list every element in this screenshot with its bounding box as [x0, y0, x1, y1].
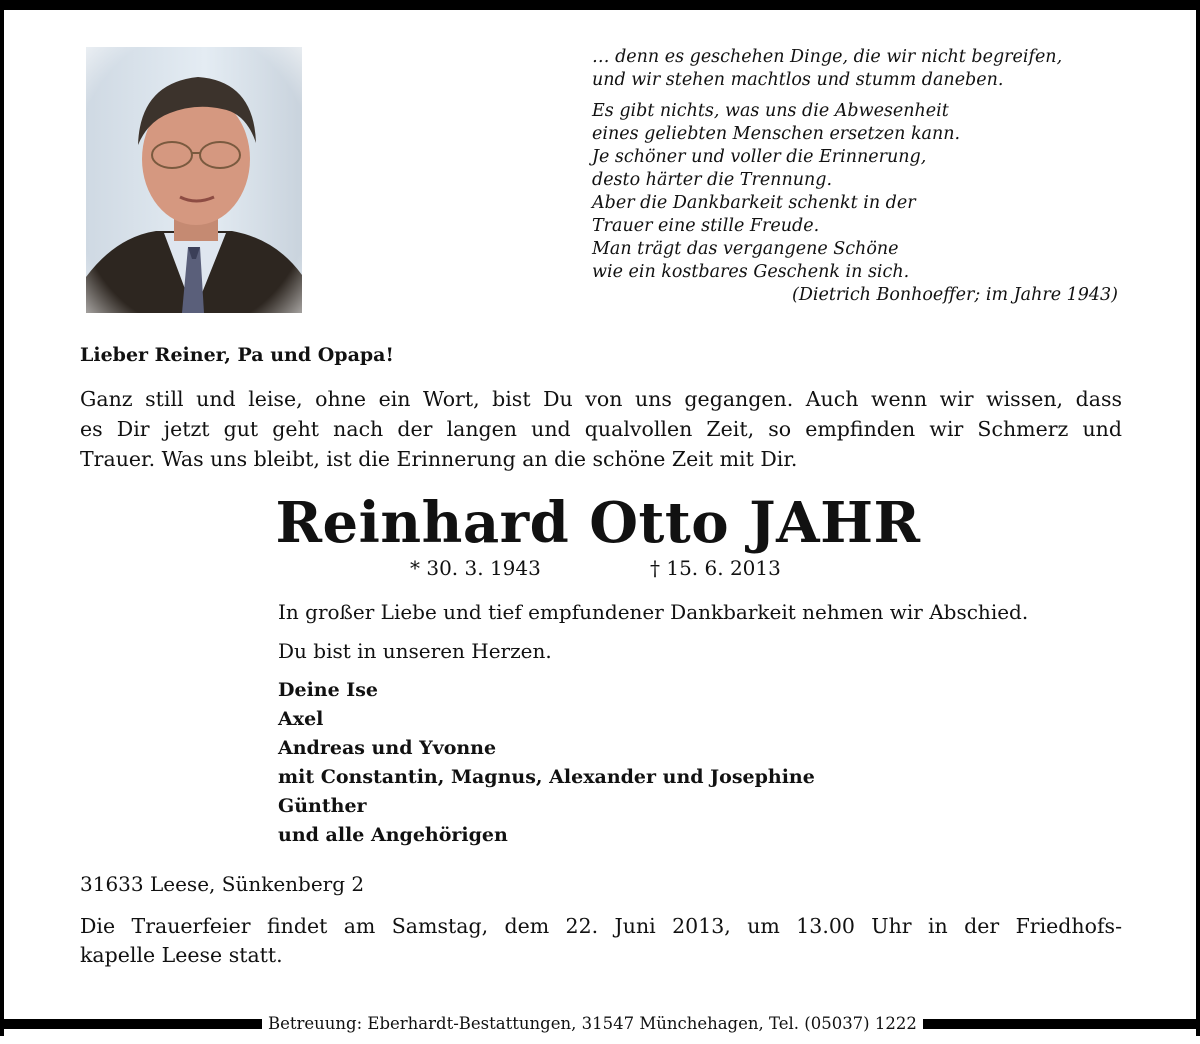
deceased-name-text: Reinhard Otto JAHR [275, 490, 921, 556]
address: 31633 Leese, Sünkenberg 2 [80, 872, 365, 896]
family-list [278, 676, 815, 850]
quote-stanza-1 [592, 46, 1122, 92]
quote-line: Je schöner und voller die Erinnerung, [592, 147, 927, 167]
intro-paragraph [80, 384, 1122, 474]
quote-stanza-2 [592, 100, 1122, 307]
quote-line: … denn es geschehen Dinge, die wir nicht begreifen, [592, 47, 1063, 67]
quote-line: desto härter die Trennung. [592, 170, 833, 190]
deceased-name [0, 488, 1200, 558]
family-member: Axel [278, 708, 324, 730]
birth-date: * 30. 3. 1943 [410, 556, 541, 580]
intro-line: Trauer. Was uns bleibt, ist die Erinnerung an die schöne Zeit mit Dir. [80, 447, 798, 471]
bonhoeffer-quote [592, 46, 1122, 315]
quote-attribution: (Dietrich Bonhoeffer; im Jahre 1943) [792, 285, 1118, 305]
service-line: kapelle Leese statt. [80, 943, 283, 967]
footer-margin [0, 1036, 1200, 1044]
quote-line: Trauer eine stille Freude. [592, 216, 820, 236]
family-member: Andreas und Yvonne [278, 737, 497, 759]
family-member: Deine Ise [278, 679, 378, 701]
portrait-photo [86, 47, 302, 313]
quote-line: eines geliebten Menschen ersetzen kann. [592, 124, 961, 144]
quote-line: wie ein kostbares Geschenk in sich. [592, 262, 910, 282]
farewell-text: In großer Liebe und tief empfundener Dankbarkeit nehmen wir Abschied. [278, 600, 1029, 624]
undertaker-credit: Betreuung: Eberhardt-Bestattungen, 31547 Münchehagen, Tel. (05037) 1222 [262, 1012, 923, 1036]
intro-line: Ganz still und leise, ohne ein Wort, bist Du von uns gegangen. Auch wenn wir wissen, dass [80, 387, 1122, 411]
quote-line: und wir stehen machtlos und stumm daneben. [592, 70, 1004, 90]
intro-line: es Dir jetzt gut geht nach der langen und qualvollen Zeit, so empfinden wir Schmerz und [80, 417, 1122, 441]
family-member: und alle Angehörigen [278, 824, 508, 846]
quote-line: Man trägt das vergangene Schöne [592, 239, 899, 259]
service-info [80, 912, 1122, 970]
service-line: Die Trauerfeier findet am Samstag, dem 22. Juni 2013, um 13.00 Uhr in der Friedhofs- [80, 914, 1122, 938]
quote-line: Es gibt nichts, was uns die Abwesenheit [592, 101, 949, 121]
heart-text: Du bist in unseren Herzen. [278, 639, 552, 663]
quote-line: Aber die Dankbarkeit schenkt in der [592, 193, 916, 213]
portrait-image [86, 47, 302, 313]
death-date: † 15. 6. 2013 [650, 556, 781, 580]
family-member: Günther [278, 795, 367, 817]
family-member: mit Constantin, Magnus, Alexander und Josephine [278, 766, 815, 788]
salutation: Lieber Reiner, Pa und Opapa! [80, 344, 394, 366]
